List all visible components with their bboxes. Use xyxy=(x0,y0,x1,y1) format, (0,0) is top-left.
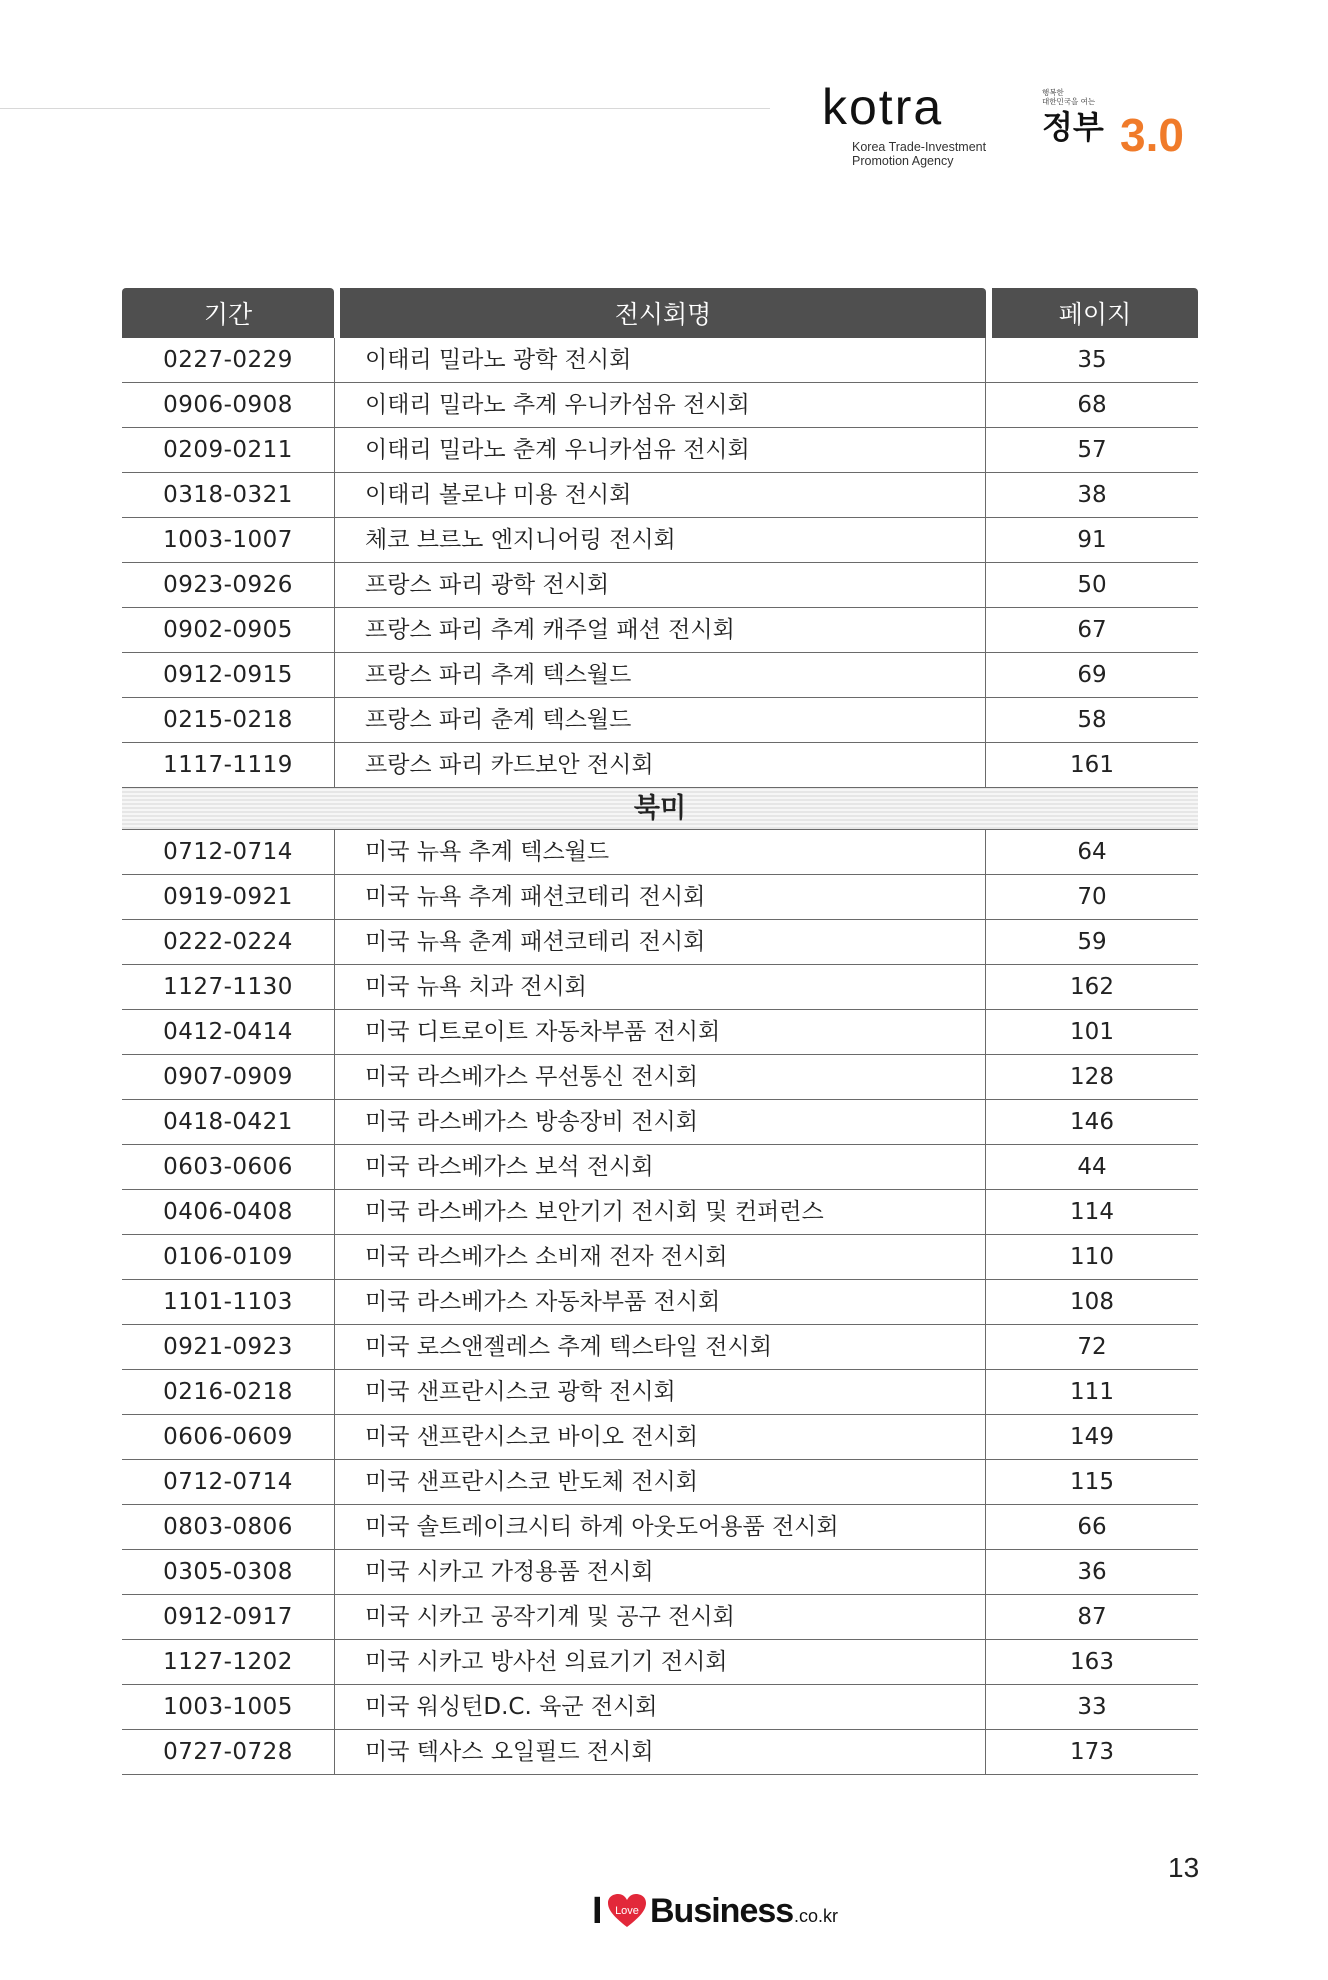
cell-title: 미국 라스베가스 보석 전시회 xyxy=(334,1145,986,1190)
cell-period: 0106-0109 xyxy=(122,1235,334,1280)
table-row xyxy=(122,830,1198,875)
kotra-logo xyxy=(822,79,1022,172)
table-row xyxy=(122,1550,1198,1595)
cell-page: 108 xyxy=(986,1280,1198,1325)
cell-page: 87 xyxy=(986,1595,1198,1640)
cell-title: 미국 샌프란시스코 광학 전시회 xyxy=(334,1370,986,1415)
table-row xyxy=(122,428,1198,473)
table-row xyxy=(122,608,1198,653)
cell-page: 50 xyxy=(986,563,1198,608)
region-label: 북미 xyxy=(122,788,1198,830)
cell-period: 1003-1005 xyxy=(122,1685,334,1730)
cell-page: 59 xyxy=(986,920,1198,965)
cell-title: 미국 라스베가스 방송장비 전시회 xyxy=(334,1100,986,1145)
cell-title: 미국 시카고 공작기계 및 공구 전시회 xyxy=(334,1595,986,1640)
cell-page: 72 xyxy=(986,1325,1198,1370)
cell-page: 110 xyxy=(986,1235,1198,1280)
cell-period: 0216-0218 xyxy=(122,1370,334,1415)
kotra-subtitle-line2: Promotion Agency xyxy=(852,154,954,168)
footer-brand xyxy=(592,1890,852,1940)
cell-period: 0906-0908 xyxy=(122,383,334,428)
cell-period: 0305-0308 xyxy=(122,1550,334,1595)
cell-period: 1127-1202 xyxy=(122,1640,334,1685)
cell-page: 173 xyxy=(986,1730,1198,1775)
cell-title: 미국 뉴욕 추계 텍스월드 xyxy=(334,830,986,875)
cell-page: 36 xyxy=(986,1550,1198,1595)
cell-title: 프랑스 파리 카드보안 전시회 xyxy=(334,743,986,788)
cell-title: 미국 뉴욕 춘계 패션코테리 전시회 xyxy=(334,920,986,965)
cell-title: 이태리 밀라노 춘계 우니카섬유 전시회 xyxy=(334,428,986,473)
cell-page: 146 xyxy=(986,1100,1198,1145)
table-row xyxy=(122,1640,1198,1685)
cell-title: 이태리 밀라노 광학 전시회 xyxy=(334,338,986,383)
gov-tagline xyxy=(1042,88,1192,106)
cell-page: 68 xyxy=(986,383,1198,428)
table-row xyxy=(122,1055,1198,1100)
column-header-period: 기간 xyxy=(122,288,334,338)
gov-tagline-line2: 대한민국을 여는 xyxy=(1042,97,1096,106)
cell-title: 미국 텍사스 오일필드 전시회 xyxy=(334,1730,986,1775)
cell-title: 미국 뉴욕 치과 전시회 xyxy=(334,965,986,1010)
footer-brand-word: Business xyxy=(650,1892,794,1930)
table-row xyxy=(122,1235,1198,1280)
cell-title: 미국 워싱턴D.C. 육군 전시회 xyxy=(334,1685,986,1730)
cell-title: 미국 샌프란시스코 반도체 전시회 xyxy=(334,1460,986,1505)
cell-page: 44 xyxy=(986,1145,1198,1190)
table-row xyxy=(122,1100,1198,1145)
table-row xyxy=(122,1685,1198,1730)
cell-period: 0921-0923 xyxy=(122,1325,334,1370)
cell-page: 162 xyxy=(986,965,1198,1010)
footer-brand-domain: .co.kr xyxy=(794,1906,839,1926)
cell-period: 0902-0905 xyxy=(122,608,334,653)
cell-page: 101 xyxy=(986,1010,1198,1055)
cell-page: 163 xyxy=(986,1640,1198,1685)
table-row xyxy=(122,1595,1198,1640)
cell-period: 0418-0421 xyxy=(122,1100,334,1145)
cell-period: 0712-0714 xyxy=(122,830,334,875)
table-row xyxy=(122,1010,1198,1055)
cell-period: 0209-0211 xyxy=(122,428,334,473)
footer-brand-i: I xyxy=(592,1890,603,1932)
cell-page: 33 xyxy=(986,1685,1198,1730)
table-row xyxy=(122,518,1198,563)
table-row xyxy=(122,1370,1198,1415)
cell-title: 미국 라스베가스 보안기기 전시회 및 컨퍼런스 xyxy=(334,1190,986,1235)
cell-title: 미국 뉴욕 추계 패션코테리 전시회 xyxy=(334,875,986,920)
cell-page: 38 xyxy=(986,473,1198,518)
cell-period: 0912-0915 xyxy=(122,653,334,698)
page-number: 13 xyxy=(1168,1852,1200,1883)
table-row xyxy=(122,1280,1198,1325)
cell-page: 64 xyxy=(986,830,1198,875)
kotra-wordmark: kotra xyxy=(822,79,944,135)
cell-page: 149 xyxy=(986,1415,1198,1460)
cell-period: 0923-0926 xyxy=(122,563,334,608)
cell-title: 프랑스 파리 춘계 텍스월드 xyxy=(334,698,986,743)
cell-period: 1101-1103 xyxy=(122,1280,334,1325)
table-row xyxy=(122,1730,1198,1775)
table-row xyxy=(122,563,1198,608)
cell-page: 67 xyxy=(986,608,1198,653)
cell-period: 0606-0609 xyxy=(122,1415,334,1460)
heart-icon xyxy=(608,1894,646,1928)
cell-title: 이태리 볼로냐 미용 전시회 xyxy=(334,473,986,518)
gov-tagline-line1: 행복한 xyxy=(1042,88,1064,97)
cell-period: 0215-0218 xyxy=(122,698,334,743)
table-row xyxy=(122,743,1198,788)
cell-period: 1127-1130 xyxy=(122,965,334,1010)
region-divider-row xyxy=(122,788,1198,830)
government-3-0-logo xyxy=(1042,88,1192,168)
cell-title: 미국 솔트레이크시티 하계 아웃도어용품 전시회 xyxy=(334,1505,986,1550)
cell-title: 미국 시카고 방사선 의료기기 전시회 xyxy=(334,1640,986,1685)
table-row xyxy=(122,473,1198,518)
cell-title: 미국 시카고 가정용품 전시회 xyxy=(334,1550,986,1595)
cell-period: 0412-0414 xyxy=(122,1010,334,1055)
table-row xyxy=(122,1505,1198,1550)
table-row xyxy=(122,1145,1198,1190)
cell-page: 128 xyxy=(986,1055,1198,1100)
cell-period: 0227-0229 xyxy=(122,338,334,383)
exhibition-table xyxy=(122,288,1198,1775)
table-row xyxy=(122,1460,1198,1505)
cell-title: 프랑스 파리 광학 전시회 xyxy=(334,563,986,608)
cell-period: 1003-1007 xyxy=(122,518,334,563)
cell-page: 69 xyxy=(986,653,1198,698)
cell-page: 114 xyxy=(986,1190,1198,1235)
cell-page: 58 xyxy=(986,698,1198,743)
table-row xyxy=(122,1415,1198,1460)
table-header-row xyxy=(122,288,1198,338)
kotra-subtitle xyxy=(852,140,1022,168)
cell-period: 0712-0714 xyxy=(122,1460,334,1505)
table-row xyxy=(122,1190,1198,1235)
gov-label: 정부 xyxy=(1042,108,1104,146)
cell-period: 0318-0321 xyxy=(122,473,334,518)
cell-title: 프랑스 파리 추계 텍스월드 xyxy=(334,653,986,698)
cell-period: 0222-0224 xyxy=(122,920,334,965)
cell-page: 115 xyxy=(986,1460,1198,1505)
table-row xyxy=(122,875,1198,920)
cell-page: 66 xyxy=(986,1505,1198,1550)
footer-heart-text: Love xyxy=(615,1905,639,1917)
table-row xyxy=(122,383,1198,428)
cell-page: 161 xyxy=(986,743,1198,788)
header-rule xyxy=(0,108,770,109)
cell-period: 0803-0806 xyxy=(122,1505,334,1550)
cell-period: 0907-0909 xyxy=(122,1055,334,1100)
cell-period: 0603-0606 xyxy=(122,1145,334,1190)
column-header-title: 전시회명 xyxy=(334,288,986,338)
table-row xyxy=(122,965,1198,1010)
cell-title: 미국 샌프란시스코 바이오 전시회 xyxy=(334,1415,986,1460)
gov-version-text: 3.0 xyxy=(1120,109,1184,161)
cell-page: 70 xyxy=(986,875,1198,920)
table-row xyxy=(122,698,1198,743)
cell-title: 미국 로스앤젤레스 추계 텍스타일 전시회 xyxy=(334,1325,986,1370)
cell-title: 미국 라스베가스 무선통신 전시회 xyxy=(334,1055,986,1100)
cell-page: 91 xyxy=(986,518,1198,563)
table-row xyxy=(122,338,1198,383)
cell-title: 이태리 밀라노 추계 우니카섬유 전시회 xyxy=(334,383,986,428)
cell-period: 0406-0408 xyxy=(122,1190,334,1235)
cell-title: 체코 브르노 엔지니어링 전시회 xyxy=(334,518,986,563)
cell-title: 미국 라스베가스 소비재 전자 전시회 xyxy=(334,1235,986,1280)
cell-page: 35 xyxy=(986,338,1198,383)
cell-page: 57 xyxy=(986,428,1198,473)
kotra-subtitle-line1: Korea Trade-Investment xyxy=(852,140,987,154)
cell-period: 1117-1119 xyxy=(122,743,334,788)
cell-title: 프랑스 파리 추계 캐주얼 패션 전시회 xyxy=(334,608,986,653)
cell-period: 0727-0728 xyxy=(122,1730,334,1775)
cell-period: 0912-0917 xyxy=(122,1595,334,1640)
cell-title: 미국 디트로이트 자동차부품 전시회 xyxy=(334,1010,986,1055)
table-row xyxy=(122,1325,1198,1370)
cell-page: 111 xyxy=(986,1370,1198,1415)
column-header-page: 페이지 xyxy=(986,288,1198,338)
table-row xyxy=(122,920,1198,965)
cell-title: 미국 라스베가스 자동차부품 전시회 xyxy=(334,1280,986,1325)
cell-period: 0919-0921 xyxy=(122,875,334,920)
gov-version xyxy=(1120,108,1184,162)
table-row xyxy=(122,653,1198,698)
